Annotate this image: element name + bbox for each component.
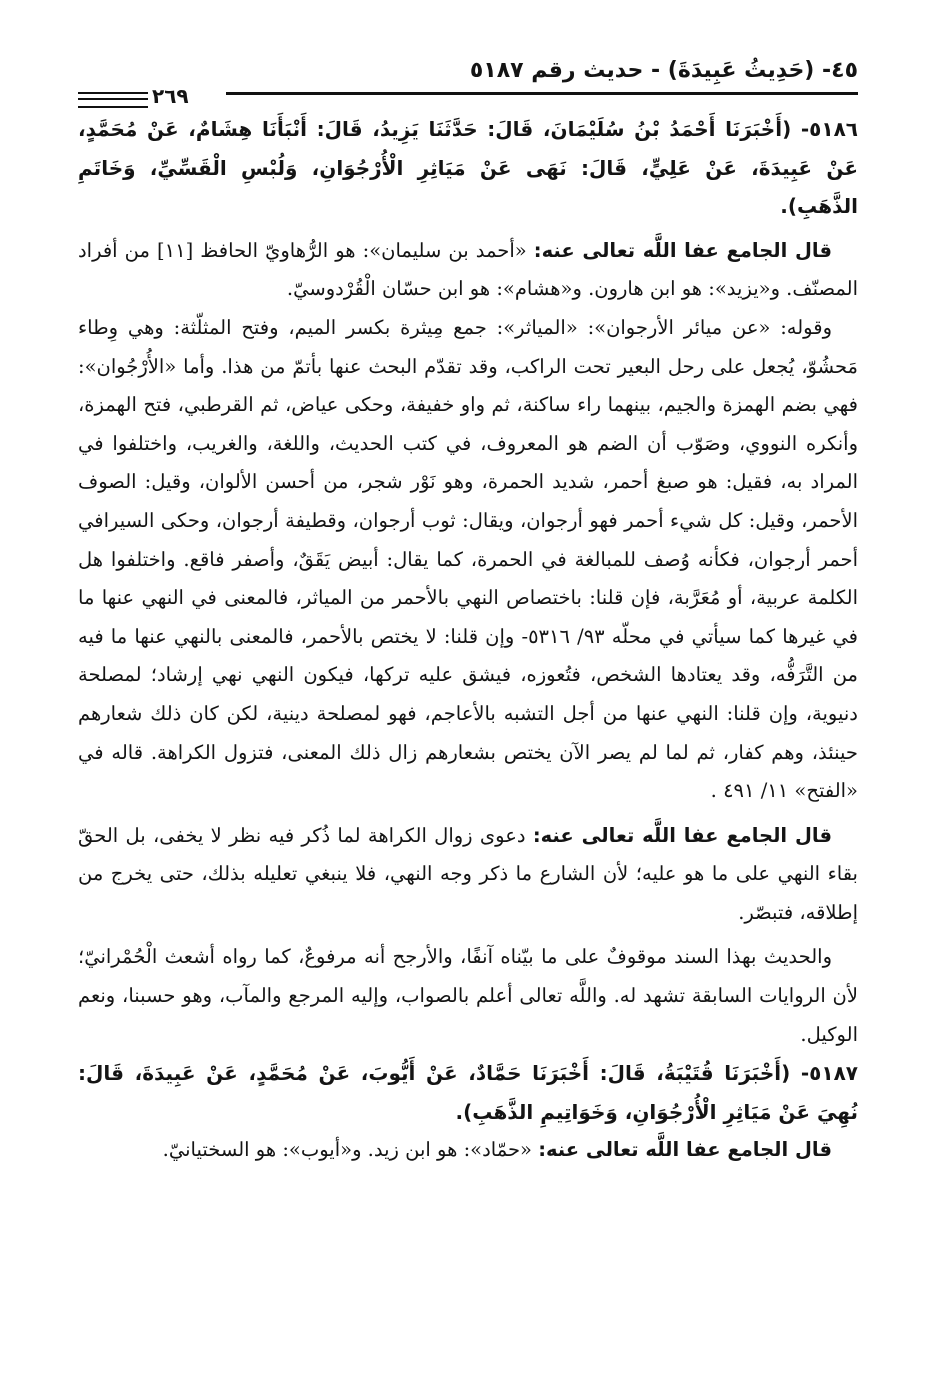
commentary-lead: قال الجامع عفا اللَّه تعالى عنه: (538, 1138, 832, 1162)
explanation-paragraph: وقوله: «عن ميائر الأرجوان»: «المياثر»: جمع مِيثرة بكسر الميم، وفتح المثلّثة: وهي وِطاء مَحشُوّ، يُجعل على رحل البعير تحت الراكب، وقد تقدّم البحث عنها بأتمّ من هذا. وأما «الأُرْجُوان»: فهي بضم الهمزة والجيم، بينهما راء ساكنة، ثم واو خفيفة، وحكى عياض، ثم القرطبي، فتح الهمزة، وأنكره النووي، وصَوّب أن الضم هو المعروف، في كتب الحديث، واللغة، والغريب، واختلفوا في المراد به، فقيل: هو صبغ أحمر، شديد الحمرة، وهو نَوْر شجر، من أحسن الألوان، وقيل: الصوف الأحمر، وقيل: كل شيء أحمر فهو أرجوان، ويقال: ثوب أرجوان، وقطيفة أرجوان، وحكى السيرافي أحمر أرجوان، فكأنه وُصف للمبالغة في الحمرة، كما يقال: أبيض يَقَقٌ، وأصفر فاقع. واختلفوا هل الكلمة عربية، أو مُعَرَّبة، فإن قلنا: باختصاص النهي بالأحمر من المياثر، فالمعنى في النهي عنها ما في غيرها كما سيأتي في محلّه ٩٣/ ٥٣١٦- وإن قلنا: لا يختص بالأحمر، فالمعنى بالنهي عنها ما فيه من التَّرَفُّه، وقد يعتادها الشخص، فتُعوزه، فيشق عليه تركها، فيكون النهي نهي إرشاد؛ لمصلحة دنيوية، وإن قلنا: النهي عنها من أجل التشبه بالأعاجم، فهو لمصلحة دينية، لكن كان ذلك شعارهم حينئذ، وهم كفار، ثم لما لم يصر الآن يختص بشعارهم زال ذلك المعنى، فتزول الكراهة. قاله في «الفتح» ١١/ ٤٩١ . (78, 315, 858, 803)
commentary-text: «أحمد بن سليمان»: هو الرُّهاويّ الحافظ [١١] من أفراد المصنّف. و«يزيد»: هو ابن هارون. و«هشام»: هو ابن حسّان الْقُرْدوسيّ. (78, 238, 858, 301)
commentary-text: دعوى زوال الكراهة لما ذُكر فيه نظر لا يخفى، بل الحقّ بقاء النهي على ما هو عليه؛ لأن الشارع ما ذكر وجه النهي، فلا ينبغي تعليله بذلك، حتى يخرج من إطلاقه، فتبصّر. (78, 823, 858, 924)
hadith-5187: ٥١٨٧- (أَخْبَرَنَا قُتَيْبَةُ، قَالَ: أَخْبَرَنَا حَمَّادٌ، عَنْ أَيُّوبَ، عَنْ مُحَمَّدٍ، عَنْ عَبِيدَةَ، قَالَ: نُهِيَ عَنْ مَيَاثِرِ الْأُرْجُوَانِ، وَخَوَاتِيمِ الذَّهَبِ). (78, 1061, 858, 1124)
commentary-text: «حمّاد»: هو ابن زيد. و«أيوب»: هو السختيانيّ. (162, 1138, 539, 1162)
page-number-rules (78, 92, 148, 108)
page-number: ٢٦٩ (152, 84, 189, 108)
hadith-5186: ٥١٨٦- (أَخْبَرَنَا أَحْمَدُ بْنُ سُلَيْمَانَ، قَالَ: حَدَّثَنَا يَزِيدُ، قَالَ: أَنْبَأَنَا هِشَامٌ، عَنْ مُحَمَّدٍ، عَنْ عَبِيدَةَ، عَنْ عَلِيٍّ، قَالَ: نَهَى عَنْ مَيَاثِرِ الْأُرْجُوَانِ، وَلُبْسِ الْقَسِّيِّ، وَخَاتَمِ الذَّهَبِ). (78, 117, 858, 219)
commentary-lead: قال الجامع عفا اللَّه تعالى عنه: (532, 823, 832, 847)
page-content (78, 110, 858, 1170)
page-number-block (78, 84, 228, 108)
commentary-paragraph-1 (78, 232, 858, 309)
page-header (78, 52, 858, 110)
header-rule (226, 92, 858, 95)
running-title: ٤٥- (حَدِيثُ عَبِيدَةَ) - حديث رقم ٥١٨٧ (469, 58, 858, 83)
commentary-paragraph-3 (78, 1131, 858, 1170)
book-page (78, 52, 858, 1352)
commentary-lead: قال الجامع عفا اللَّه تعالى عنه: (533, 238, 832, 262)
commentary-paragraph-2 (78, 817, 858, 933)
conclusion-paragraph: والحديث بهذا السند موقوفٌ على ما بيّناه آنفًا، والأرجح أنه مرفوعٌ، كما رواه أشعث الْحُمْرانيّ؛ لأن الروايات السابقة تشهد له. واللَّه تعالى أعلم بالصواب، وإليه المرجع والمآب، وهو حسبنا، ونعم الوكيل. (78, 945, 858, 1046)
